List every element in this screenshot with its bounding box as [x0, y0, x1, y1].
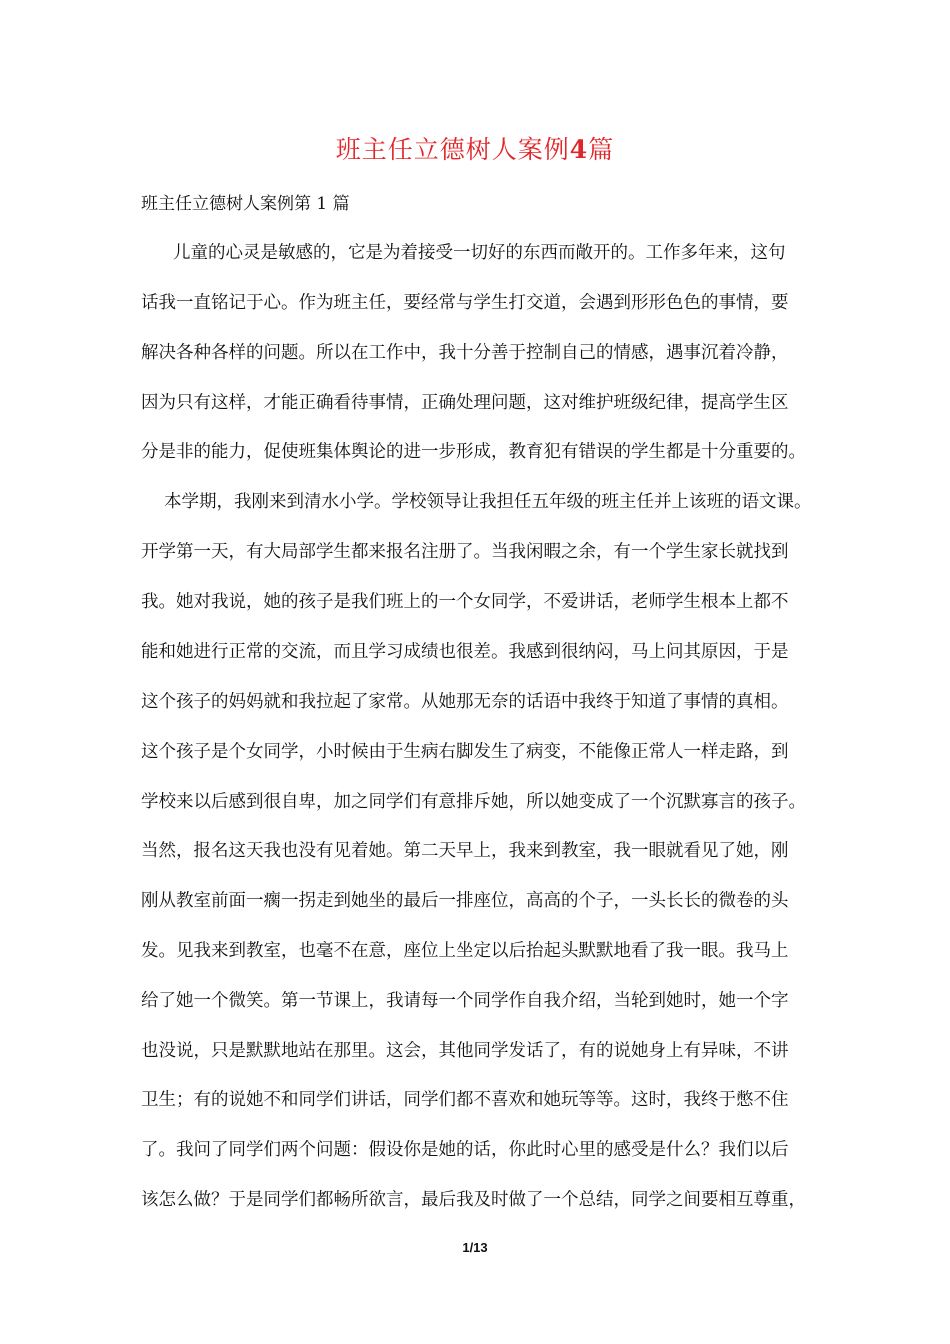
- paragraph-line: 也没说，只是默默地站在那里。这会，其他同学发话了，有的说她身上有异味，不讲: [141, 1041, 789, 1061]
- title-text: 班主任立德树人案例: [335, 135, 570, 164]
- page-number: 1/13: [462, 1240, 488, 1255]
- page-title: [0, 133, 950, 167]
- paragraph-line: 分是非的能力，促使班集体舆论的进一步形成，教育犯有错误的学生都是十分重要的。: [141, 442, 806, 462]
- paragraph-line: 话我一直铭记于心。作为班主任，要经常与学生打交道，会遇到形形色色的事情，要: [141, 293, 789, 313]
- paragraph-line: 卫生；有的说她不和同学们讲话，同学们都不喜欢和她玩等等。这时，我终于憋不住: [141, 1090, 789, 1110]
- paragraph-line: 解决各种各样的问题。所以在工作中，我十分善于控制自己的情感，遇事沉着冷静，: [141, 343, 789, 363]
- paragraph-line: 这个孩子的妈妈就和我拉起了家常。从她那无奈的话语中我终于知道了事情的真相。: [141, 692, 789, 712]
- paragraph-line: 当然，报名这天我也没有见着她。第二天早上，我来到教室，我一眼就看见了她，刚: [141, 841, 789, 861]
- section-heading: 班主任立德树人案例第 1 篇: [141, 194, 350, 214]
- paragraph-line: 能和她进行正常的交流，而且学习成绩也很差。我感到很纳闷，马上问其原因，于是: [141, 642, 789, 662]
- paragraph-line: 学校来以后感到很自卑，加之同学们有意排斥她，所以她变成了一个沉默寡言的孩子。: [141, 792, 806, 812]
- paragraph-line: 因为只有这样，才能正确看待事情，正确处理问题，这对维护班级纪律，提高学生区: [141, 393, 789, 413]
- paragraph-line: 这个孩子是个女同学，小时候由于生病右脚发生了病变，不能像正常人一样走路，到: [141, 742, 789, 762]
- paragraph-line: 刚从教室前面一瘸一拐走到她坐的最后一排座位，高高的个子，一头长长的微卷的头: [141, 891, 789, 911]
- paragraph-line: 给了她一个微笑。第一节课上，我请每一个同学作自我介绍，当轮到她时，她一个字: [141, 991, 789, 1011]
- paragraph-line: 发。见我来到教室，也毫不在意，座位上坐定以后抬起头默默地看了我一眼。我马上: [141, 941, 789, 961]
- title-number: 4: [569, 135, 589, 164]
- title-suffix: 篇: [588, 135, 615, 164]
- paragraph-line: 我。她对我说，她的孩子是我们班上的一个女同学，不爱讲话，老师学生根本上都不: [141, 592, 789, 612]
- paragraph-line: 儿童的心灵是敏感的，它是为着接受一切好的东西而敞开的。工作多年来，这句: [173, 243, 786, 263]
- paragraph-line: 了。我问了同学们两个问题：假设你是她的话，你此时心里的感受是什么？我们以后: [141, 1140, 789, 1160]
- paragraph-line: 该怎么做？于是同学们都畅所欲言，最后我及时做了一个总结，同学之间要相互尊重，: [141, 1190, 806, 1210]
- paragraph-line: 本学期，我刚来到清水小学。学校领导让我担任五年级的班主任并上该班的语文课。: [164, 492, 812, 512]
- paragraph-line: 开学第一天，有大局部学生都来报名注册了。当我闲暇之余，有一个学生家长就找到: [141, 542, 789, 562]
